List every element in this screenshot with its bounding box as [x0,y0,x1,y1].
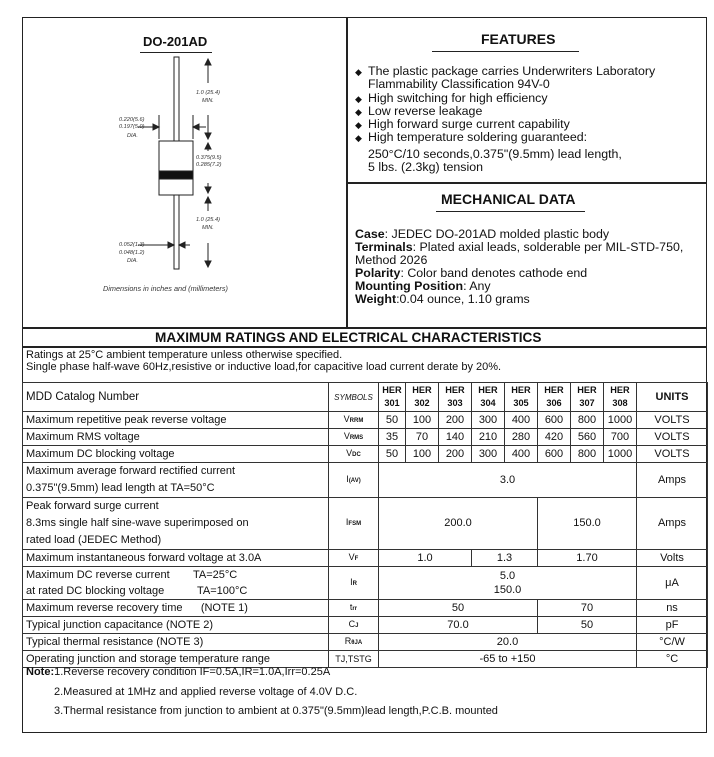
table-cell: 600 [538,412,571,429]
table-cell: 70 [406,429,439,446]
mechanical-title: MECHANICAL DATA [441,191,576,207]
table-cell: 20.0 [379,634,637,651]
table-cell: 50 [379,446,406,463]
unit-cell: °C [637,651,708,668]
unit-cell: μA [637,567,708,600]
feature-item: High switching for high efficiency [368,91,548,105]
note-2: 2.Measured at 1MHz and applied reverse voltage of 4.0V D.C. [54,686,358,698]
feature-item: The plastic package carries Underwriters Laboratory [368,64,656,78]
header-units: UNITS [637,383,708,412]
table-cell: 400 [505,446,538,463]
package-caption: Dimensions in inches and (millimeters) [103,284,228,293]
ratings-note1: Ratings at 25°C ambient temperature unless otherwise specified. [26,349,343,361]
symbol: VF [329,550,379,567]
dim-body-dia-1: 0.220(5.6) [119,117,145,123]
table-cell: 100 [406,412,439,429]
table-row [23,463,708,498]
unit-cell: Amps [637,463,708,498]
table-cell: 200.0 [379,498,538,550]
symbol: IFSM [329,498,379,550]
param-ir: Maximum DC reverse current TA=25°C at rated DC blocking voltage TA=100°C [23,567,329,600]
table-cell: 200 [439,446,472,463]
unit-cell: pF [637,617,708,634]
symbol: VRRM [329,412,379,429]
mechanical-title-underline [436,211,585,212]
table-cell: 1.70 [538,550,637,567]
param-rja: Typical thermal resistance (NOTE 3) [23,634,329,651]
param-vrrm: Maximum repetitive peak reverse voltage [23,412,329,429]
package-title: DO-201AD [143,34,208,49]
symbol: trr [329,600,379,617]
table-cell: 50 [538,617,637,634]
dim-lead-bottom-1: 1.0 (25.4) [196,217,220,223]
table-cell: -65 to +150 [379,651,637,668]
table-cell: 800 [571,446,604,463]
table-cell: 50 [379,412,406,429]
symbol: CJ [329,617,379,634]
table-cell: 100 [406,446,439,463]
table-row [23,567,708,600]
part-header: HER 306 [538,383,571,412]
unit-cell: Amps [637,498,708,550]
unit-cell: VOLTS [637,446,708,463]
table-cell: 35 [379,429,406,446]
table-cell: 280 [505,429,538,446]
symbol: TJ,TSTG [329,651,379,668]
param-vrms: Maximum RMS voltage [23,429,329,446]
mech-polarity: Polarity: Color band denotes cathode end [355,266,588,280]
table-cell: 70 [538,600,637,617]
part-header: HER 304 [472,383,505,412]
bullet-icon: ◆ [355,94,362,104]
table-cell: 300 [472,446,505,463]
unit-cell: VOLTS [637,429,708,446]
symbol: IR [329,567,379,600]
dim-lead-dia-2: 0.048(1.2) [119,250,145,256]
dim-lead-dia-1: 0.052(1.3) [119,242,145,248]
symbol: VDC [329,446,379,463]
table-cell: 1.3 [472,550,538,567]
mech-mounting: Mounting Position: Any [355,279,491,293]
table-row [23,446,708,463]
header-symbols: SYMBOLS [329,383,379,412]
part-header: HER 302 [406,383,439,412]
features-title-underline [432,51,579,52]
dim-lead-top-2: MIN. [202,98,214,104]
part-header: HER 301 [379,383,406,412]
table-cell: 560 [571,429,604,446]
table-row [23,498,708,550]
ratings-note2: Single phase half-wave 60Hz,resistive or inductive load,for capacitive load current derate by 20%. [26,361,502,373]
param-trr: Maximum reverse recovery time (NOTE 1) [23,600,329,617]
dim-body-dia-3: DIA. [127,133,138,139]
feature-item-cont: Flammability Classification 94V-0 [368,77,550,91]
param-tj: Operating junction and storage temperature range [23,651,329,668]
table-cell: 700 [604,429,637,446]
ratings-top-divider [22,327,707,329]
unit-cell: Volts [637,550,708,567]
table-cell: 5.0 150.0 [379,567,637,600]
feature-solder-line1: 250°C/10 seconds,0.375"(9.5mm) lead length, [368,147,622,161]
table-cell: 1.0 [379,550,472,567]
feature-item: High forward surge current capability [368,117,570,131]
ratings-title-divider [22,346,707,348]
table-row [23,429,708,446]
table-cell: 800 [571,412,604,429]
part-header: HER 303 [439,383,472,412]
table-cell: 1000 [604,446,637,463]
dim-body-len-2: 0.285(7.2) [196,162,222,168]
ratings-table [22,382,708,668]
feature-item: High temperature soldering guaranteed: [368,130,588,144]
param-ifsm: Peak forward surge current 8.3ms single half sine-wave superimposed on rated load (JEDEC Method) [23,498,329,550]
symbol: I(AV) [329,463,379,498]
param-vdc: Maximum DC blocking voltage [23,446,329,463]
table-row [23,600,708,617]
dim-body-len-1: 0.375(9.5) [196,155,222,161]
package-title-underline [140,52,212,53]
symbol: RθJA [329,634,379,651]
bullet-icon: ◆ [355,67,362,77]
dim-lead-dia-3: DIA. [127,258,138,264]
features-title: FEATURES [481,31,556,47]
table-cell: 1000 [604,412,637,429]
table-row [23,634,708,651]
table-cell: 600 [538,446,571,463]
unit-cell: ns [637,600,708,617]
mech-weight: Weight:0.04 ounce, 1.10 grams [355,292,530,306]
table-cell: 300 [472,412,505,429]
table-cell: 70.0 [379,617,538,634]
mech-terminals: Terminals: Plated axial leads, solderable per MIL-STD-750, [355,240,684,254]
table-row [23,550,708,567]
symbol: VRMS [329,429,379,446]
table-cell: 200 [439,412,472,429]
unit-cell: °C/W [637,634,708,651]
table-row [23,617,708,634]
table-cell: 420 [538,429,571,446]
table-cell: 50 [379,600,538,617]
table-cell: 3.0 [379,463,637,498]
param-cj: Typical junction capacitance (NOTE 2) [23,617,329,634]
feature-solder-line2: 5 lbs. (2.3kg) tension [368,160,484,174]
table-cell: 140 [439,429,472,446]
param-iav: Maximum average forward rectified current 0.375"(9.5mm) lead length at TA=50°C [23,463,329,498]
part-header: HER 307 [571,383,604,412]
table-cell: 150.0 [538,498,637,550]
table-row [23,412,708,429]
table-header-row [23,383,708,412]
table-cell: 210 [472,429,505,446]
bullet-icon: ◆ [355,107,362,117]
note-1: Note:1.Reverse recovery condition IF=0.5A,IR=1.0A,Irr=0.25A [26,666,331,678]
diode-outline-drawing [30,55,330,275]
part-header: HER 308 [604,383,637,412]
header-param: MDD Catalog Number [23,383,329,412]
mech-terminals-cont: Method 2026 [355,253,428,267]
ratings-title: MAXIMUM RATINGS AND ELECTRICAL CHARACTERISTICS [155,330,542,345]
unit-cell: VOLTS [637,412,708,429]
dim-body-dia-2: 0.197(5.0) [119,124,145,130]
top-divider [346,17,348,327]
mech-case: Case: JEDEC DO-201AD molded plastic body [355,227,610,241]
part-header: HER 305 [505,383,538,412]
table-row [23,651,708,668]
note-3: 3.Thermal resistance from junction to ambient at 0.375"(9.5mm)lead length,P.C.B. mounted [54,705,498,717]
bullet-icon: ◆ [355,120,362,130]
dim-lead-bottom-2: MIN. [202,225,214,231]
feature-item: Low reverse leakage [368,104,483,118]
dim-lead-top-1: 1.0 (25.4) [196,90,220,96]
table-cell: 400 [505,412,538,429]
bullet-icon: ◆ [355,133,362,143]
param-vf: Maximum instantaneous forward voltage at 3.0A [23,550,329,567]
features-mech-divider [346,182,707,184]
